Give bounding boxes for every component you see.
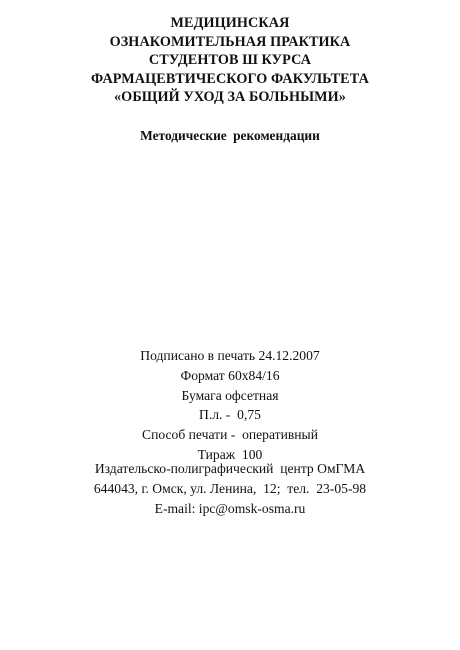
- document-title: [0, 14, 460, 107]
- publisher-block: [0, 459, 460, 518]
- imprint-block: [0, 346, 460, 465]
- imprint-format: Формат 60х84/16: [180, 367, 280, 383]
- imprint-circulation: Тираж 100: [197, 446, 263, 462]
- imprint-print-sheets: П.л. - 0,75: [199, 407, 261, 423]
- publisher-email: E-mail: ipc@omsk-osma.ru: [154, 500, 306, 516]
- publisher-name: Издательско-полиграфический центр ОмГМА: [94, 461, 366, 476]
- document-subtitle: Методические рекомендации: [140, 128, 320, 143]
- imprint-signed-date: Подписано в печать 24.12.2007: [140, 348, 320, 363]
- title-line: МЕДИЦИНСКАЯ: [170, 15, 290, 31]
- imprint-print-method: Способ печати - оперативный: [142, 427, 318, 443]
- title-line: ФАРМАЦЕВТИЧЕСКОГО ФАКУЛЬТЕТА: [91, 70, 369, 87]
- title-line: ОЗНАКОМИТЕЛЬНАЯ ПРАКТИКА: [109, 33, 351, 50]
- imprint-paper: Бумага офсетная: [181, 387, 279, 403]
- title-line: «ОБЩИЙ УХОД ЗА БОЛЬНЫМИ»: [113, 89, 346, 106]
- title-line: СТУДЕНТОВ Ш КУРСА: [148, 52, 312, 69]
- publisher-address: 644043, г. Омск, ул. Ленина, 12; тел. 23-05-98: [93, 480, 367, 496]
